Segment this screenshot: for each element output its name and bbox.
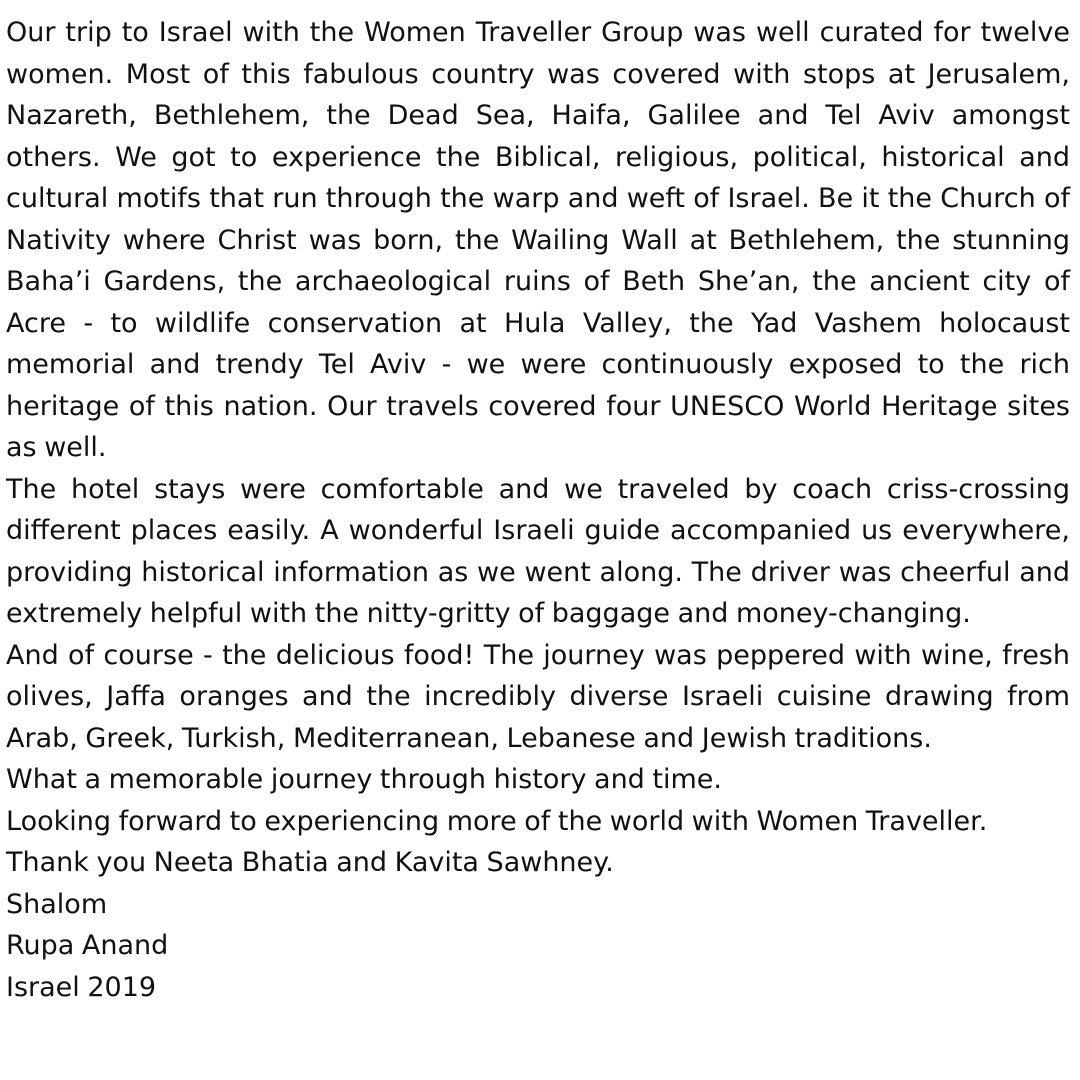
trip-label: Israel 2019 [6, 971, 157, 1003]
paragraph-hotel-and-guide: The hotel stays were comfortable and we traveled by coach criss-crossing different places easily. A wonderful Israeli guide accompanied us everywhere, providing historical information as we went along. The driver was cheerful and extremely helpful with the nitty-gritty of baggage and money-changing. [6, 473, 1070, 629]
travel-testimonial [6, 12, 1070, 1008]
closing-line-memorable-journey: What a memorable journey through history and time. [6, 764, 722, 795]
author-name: Rupa Anand [6, 930, 169, 961]
closing-line-greeting: Shalom [6, 888, 108, 920]
paragraph-trip-overview: Our trip to Israel with the Women Traveller Group was well curated for twelve women. Most of this fabulous country was covered with stops at Jerusalem, Nazareth, Bethlehem, the Dead Sea, Haifa, Galilee and Tel Aviv amongst others. We got to experience the Biblical, religious, political, historical and cultural motifs that run through the warp and weft of Israel. Be it the Church of Nativity where Christ was born, the Wailing Wall at Bethlehem, the stunning Baha’i Gardens, the archaeological ruins of Beth She’an, the ancient city of Acre - to wildlife conservation at Hula Valley, the Yad Vashem holocaust memorial and trendy Tel Aviv - we were continuously exposed to the rich heritage of this nation. Our travels covered four UNESCO World Heritage sites as well. [6, 17, 1070, 463]
closing-line-looking-forward: Looking forward to experiencing more of the world with Women Traveller. [6, 805, 988, 837]
closing-line-thank-you: Thank you Neeta Bhatia and Kavita Sawhney. [6, 847, 614, 878]
paragraph-food: And of course - the delicious food! The journey was peppered with wine, fresh olives, Jaffa oranges and the incredibly diverse Israeli cuisine drawing from Arab, Greek, Turkish, Mediterranean, Lebanese and Jewish traditions. [6, 639, 1070, 754]
